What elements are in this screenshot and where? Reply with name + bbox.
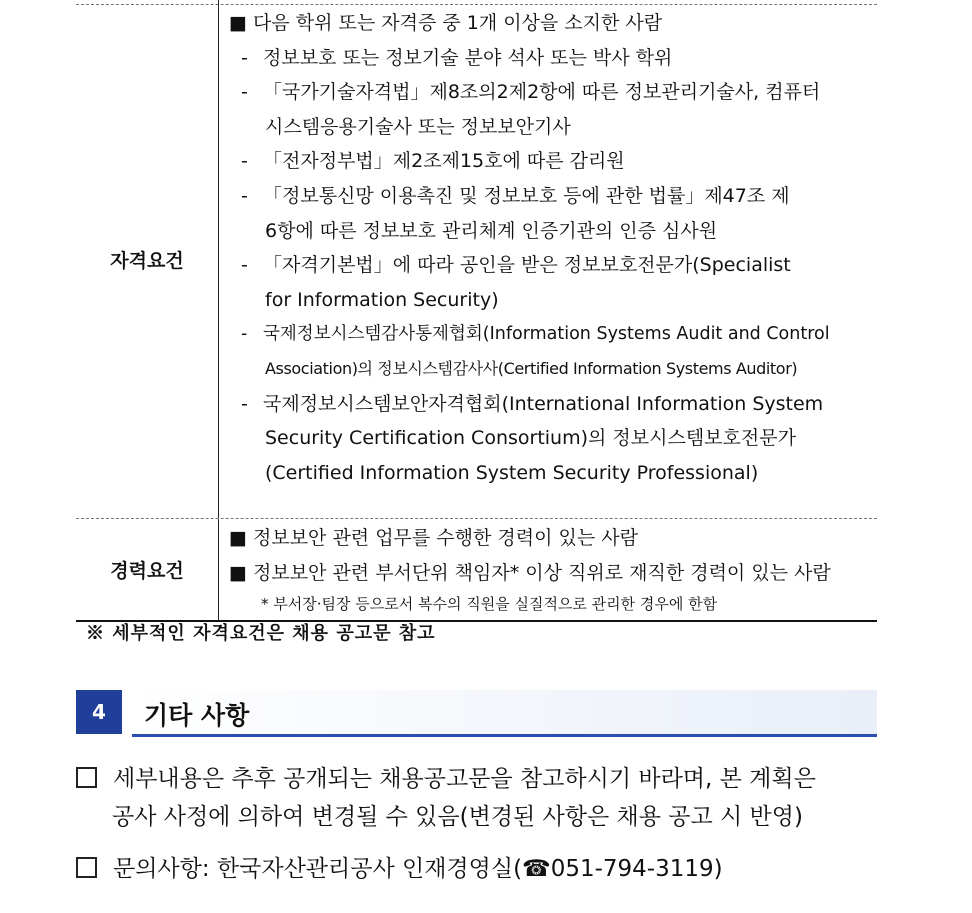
section-number-badge: 4 <box>76 690 122 734</box>
list-item-continuation: Security Certification Consortium)의 정보시스템보호전문가 <box>265 427 796 450</box>
list-item-continuation: 시스템응용기술사 또는 정보보안기사 <box>265 115 571 138</box>
experience-content <box>219 519 877 620</box>
square-bullet-icon: ■ <box>229 12 247 34</box>
list-item: ■ 정보보안 관련 업무를 수행한 경력이 있는 사람 <box>229 521 877 556</box>
square-bullet-icon: ■ <box>229 527 247 549</box>
list-item: ■ 정보보안 관련 부서단위 책임자* 이상 직위로 재직한 경력이 있는 사람 <box>229 556 877 591</box>
experience-label: 경력요건 <box>76 519 219 620</box>
square-bullet-icon: ■ <box>229 561 247 584</box>
list-item <box>76 850 723 888</box>
list-item: - 국제정보시스템감사통제협회(Information Systems Audit and Control <box>241 324 830 345</box>
requirements-table <box>76 0 877 622</box>
checkbox-icon <box>76 857 97 878</box>
list-item-continuation: for Information Security) <box>265 288 499 311</box>
qualification-content <box>219 0 877 518</box>
footnote: ※ 세부적인 자격요건은 채용 공고문 참고 <box>86 623 436 644</box>
qualification-intro: ■ 다음 학위 또는 자격증 중 1개 이상을 소지한 사람 <box>229 6 877 41</box>
list-item: - 국제정보시스템보안자격협회(International Information System <box>241 392 824 415</box>
list-item: 세부내용은 추후 공개되는 채용공고문을 참고하시기 바라며, 본 계획은 공사 사정에 의하여 변경될 수 있음(변경된 사항은 채용 공고 시 반영) <box>76 760 877 836</box>
checkbox-icon <box>76 767 97 788</box>
list-item: - 「정보통신망 이용촉진 및 정보보호 등에 관한 법률」제47조 제 <box>241 184 790 207</box>
section-header <box>76 690 877 734</box>
experience-note: * 부서장·팀장 등으로서 복수의 직원을 실질적으로 관리한 경우에 한함 <box>261 595 718 614</box>
qualification-row <box>76 0 877 519</box>
list-item-continuation: Association)의 정보시스템감사사(Certified Information Systems Auditor) <box>265 358 798 378</box>
experience-row <box>76 519 877 622</box>
list-item: - 「국가기술자격법」제8조의2제2항에 따른 정보관리기술사, 컴퓨터 <box>241 81 821 104</box>
list-item-continuation: 6항에 따른 정보보호 관리체계 인증기관의 인증 심사원 <box>265 219 718 242</box>
list-item: - 정보보호 또는 정보기술 분야 석사 또는 박사 학위 <box>241 46 673 69</box>
list-item: - 「자격기본법」에 따라 공인을 받은 정보보호전문가(Specialist <box>241 254 791 277</box>
list-item: - 「전자정부법」제2조제15호에 따른 감리원 <box>241 150 625 173</box>
qualification-label: 자격요건 <box>76 0 219 518</box>
list-item-continuation: (Certified Information System Security Professional) <box>265 461 759 484</box>
section-title: 기타 사항 <box>144 701 250 730</box>
contact-text: 문의사항: 한국자산관리공사 인재경영실(☎051-794-3119) <box>113 856 723 882</box>
